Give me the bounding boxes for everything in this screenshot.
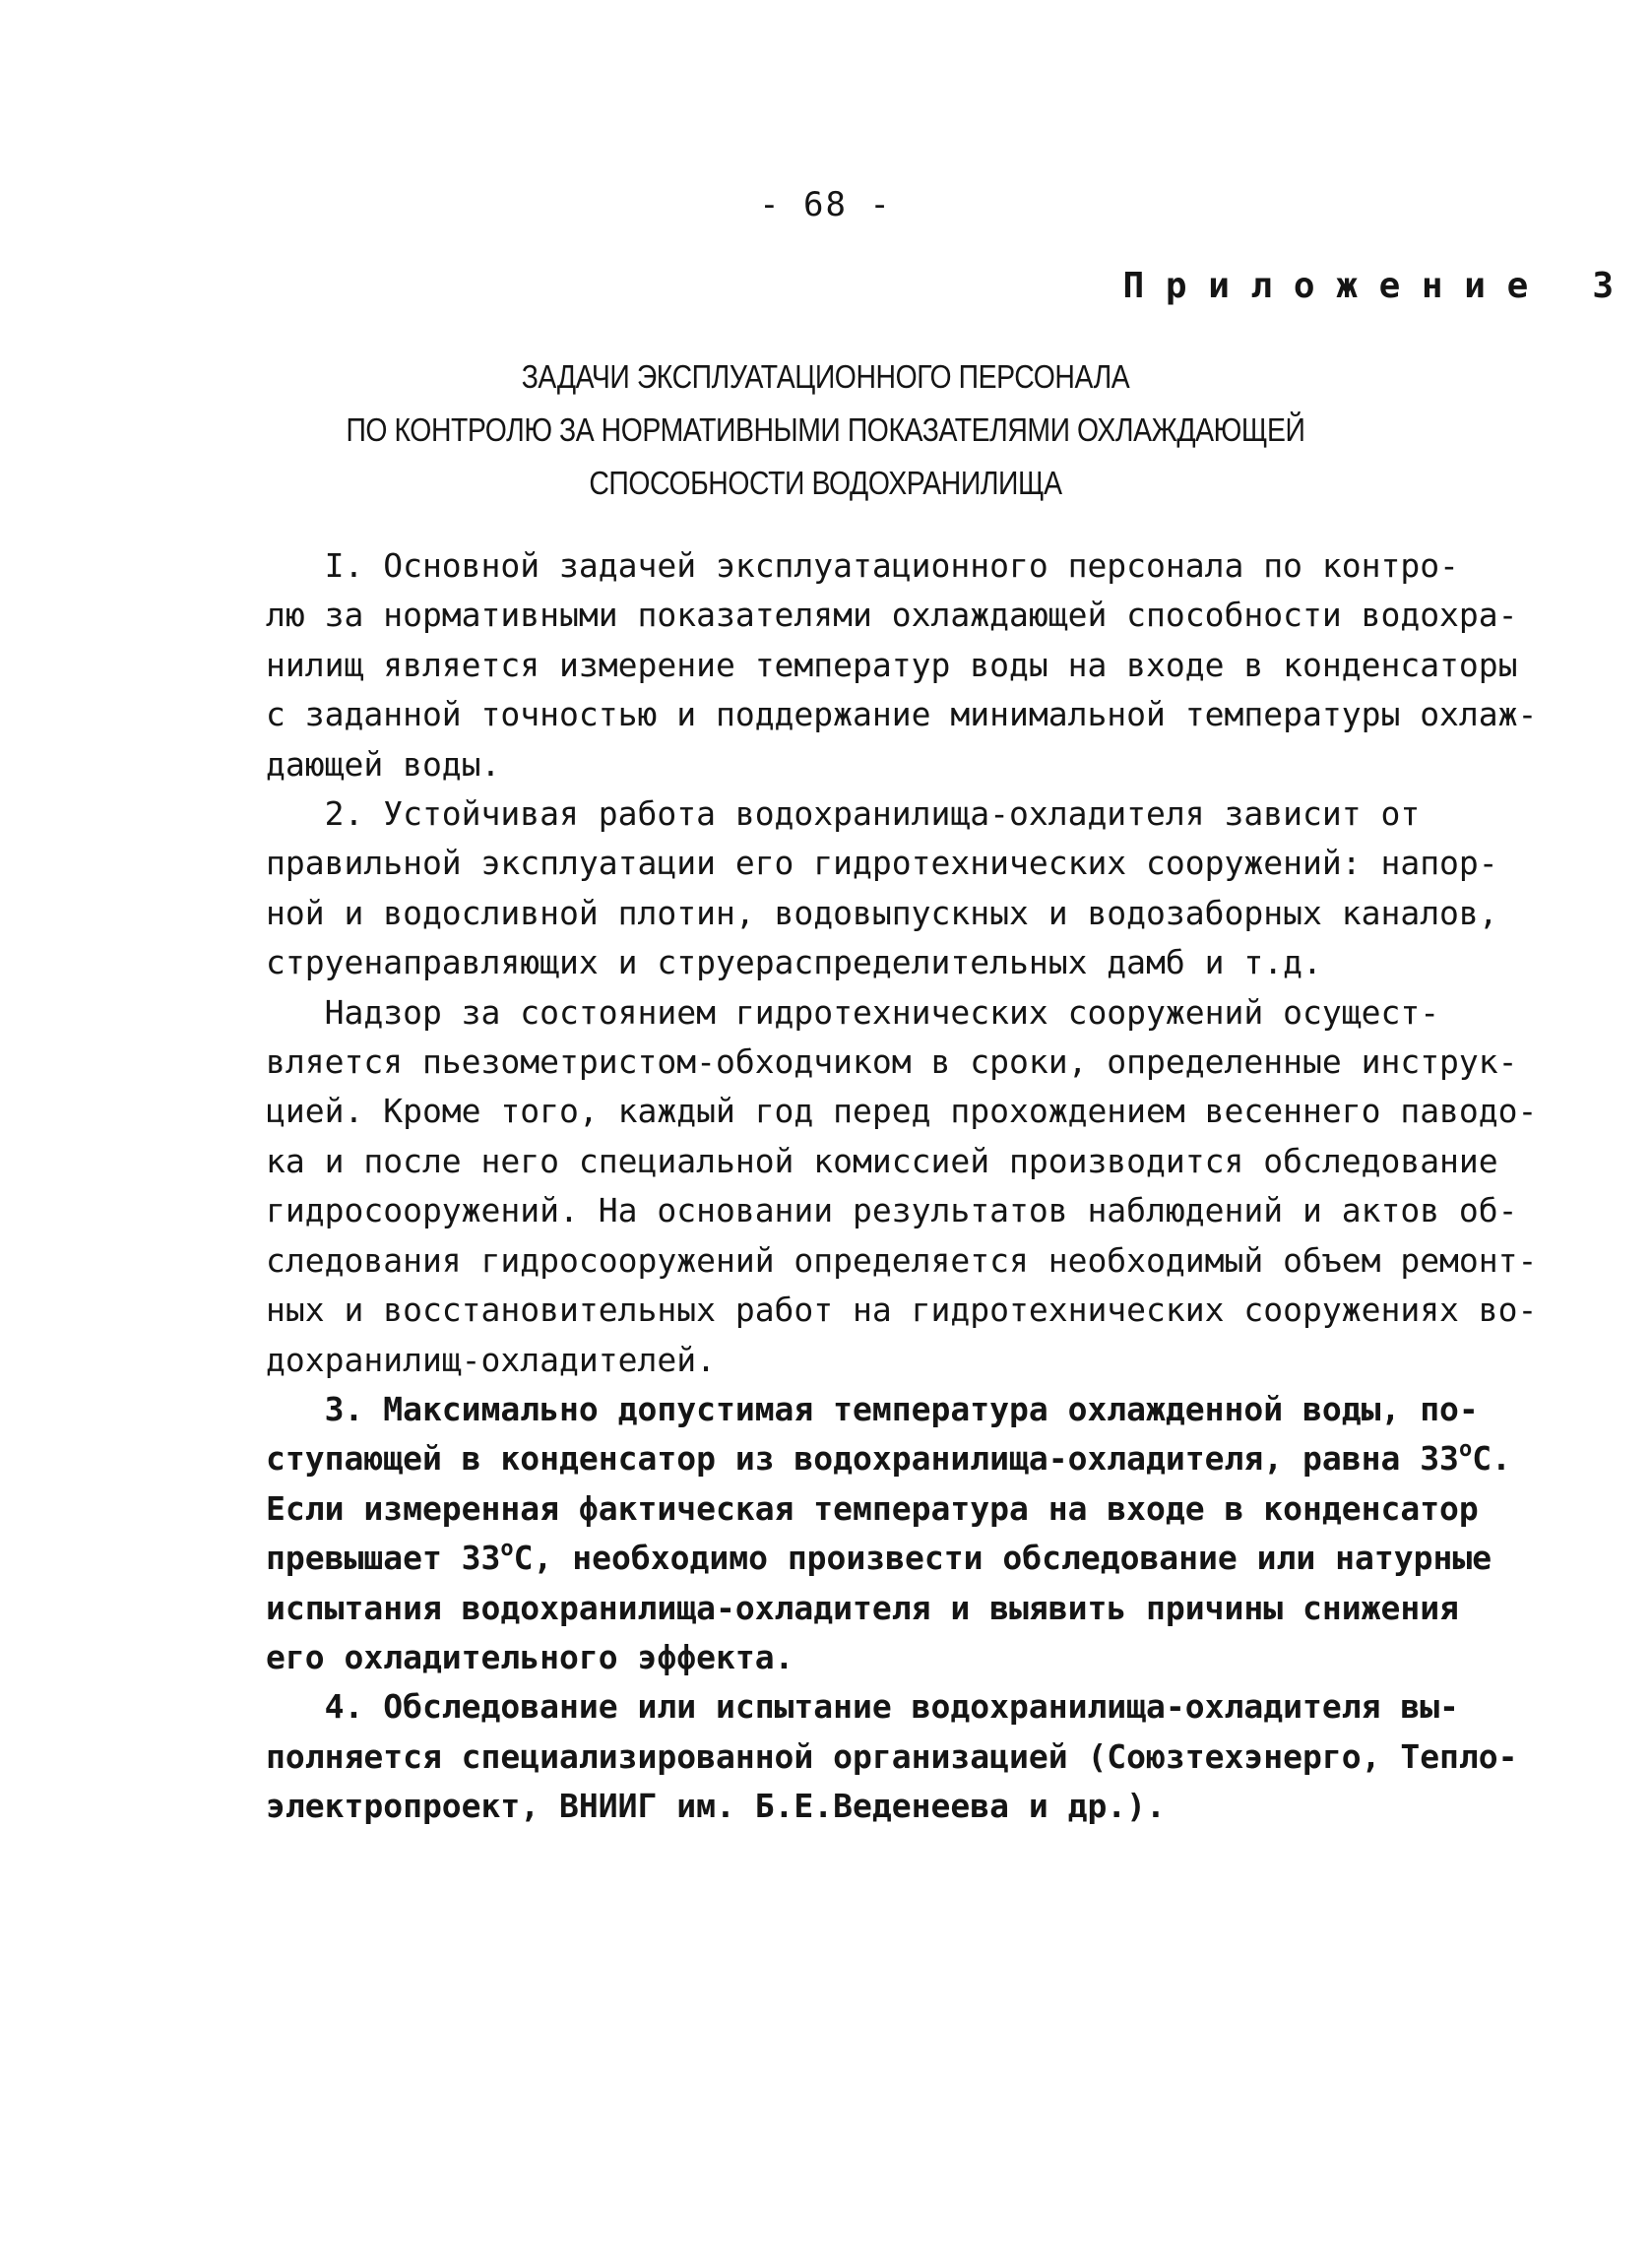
title-line: СПОСОБНОСТИ ВОДОХРАНИЛИЩА: [589, 465, 1062, 501]
title-line: ПО КОНТРОЛЮ ЗА НОРМАТИВНЫМИ ПОКАЗАТЕЛЯМИ ОХЛАЖДАЮЩЕЙ: [346, 411, 1305, 448]
appendix-label: П р и л о ж е н и е 3: [1122, 266, 1614, 306]
text-line: следования гидросооружений определяется необходимый объем ремонт-: [266, 1240, 1538, 1280]
text-line: ной и водосливной плотин, водовыпускных и водозаборных каналов,: [266, 893, 1498, 932]
text-line: нилищ является измерение температур воды на входе в конденсаторы: [266, 645, 1518, 684]
text-line: 3. Максимально допустимая температура охлажденной воды, по-: [266, 1389, 1479, 1428]
text-line: его охладительного эффекта.: [266, 1637, 794, 1676]
text-line: превышает 33$^o$С, необходимо произвести обследование или натурные: [266, 1537, 1492, 1578]
page-number: - 68 -: [759, 185, 892, 224]
document-title: [0, 350, 1651, 510]
text-line: 4. Обследование или испытание водохранилища-охладителя вы-: [266, 1687, 1459, 1727]
text-line: дохранилищ-охладителей.: [266, 1340, 716, 1379]
text-line: 2. Устойчивая работа водохранилища-охладителя зависит от: [266, 794, 1421, 834]
title-line: ЗАДАЧИ ЭКСПЛУАТАЦИОННОГО ПЕРСОНАЛА: [521, 358, 1130, 395]
text-line: испытания водохранилища-охладителя и выявить причины снижения: [266, 1588, 1459, 1627]
text-line: электропроект, ВНИИГ им. Б.Е.Веденеева и др.).: [266, 1787, 1166, 1826]
text-line: Надзор за состоянием гидротехнических сооружений осущест-: [266, 992, 1440, 1032]
text-line: струенаправляющих и струераспределительных дамб и т.д.: [266, 943, 1322, 982]
text-line: с заданной точностью и поддержание минимальной температуры охлаж-: [266, 695, 1538, 734]
text-line: лю за нормативными показателями охлаждающей способности водохра-: [266, 596, 1518, 635]
text-line: I. Основной задачей эксплуатационного персонала по контро-: [266, 546, 1459, 585]
text-line: полняется специализированной организацией (Союзтехэнерго, Тепло-: [266, 1736, 1518, 1776]
text-line: Если измеренная фактическая температура на входе в конденсатор: [266, 1488, 1479, 1528]
text-line: дающей воды.: [266, 744, 501, 784]
text-line: ных и восстановительных работ на гидротехнических сооружениях во-: [266, 1291, 1538, 1330]
body-text: [266, 541, 1585, 1832]
text-line: цией. Кроме того, каждый год перед прохождением весеннего паводо-: [266, 1092, 1538, 1131]
text-line: ка и после него специальной комиссией производится обследование: [266, 1141, 1498, 1180]
text-line: правильной эксплуатации его гидротехнических сооружений: напор-: [266, 844, 1498, 883]
text-line: ступающей в конденсатор из водохранилища-охладителя, равна 33$^o$С.: [266, 1437, 1511, 1479]
text-line: вляется пьезометристом-обходчиком в сроки, определенные инструк-: [266, 1042, 1518, 1082]
text-line: гидросооружений. На основании результатов наблюдений и актов об-: [266, 1191, 1518, 1230]
